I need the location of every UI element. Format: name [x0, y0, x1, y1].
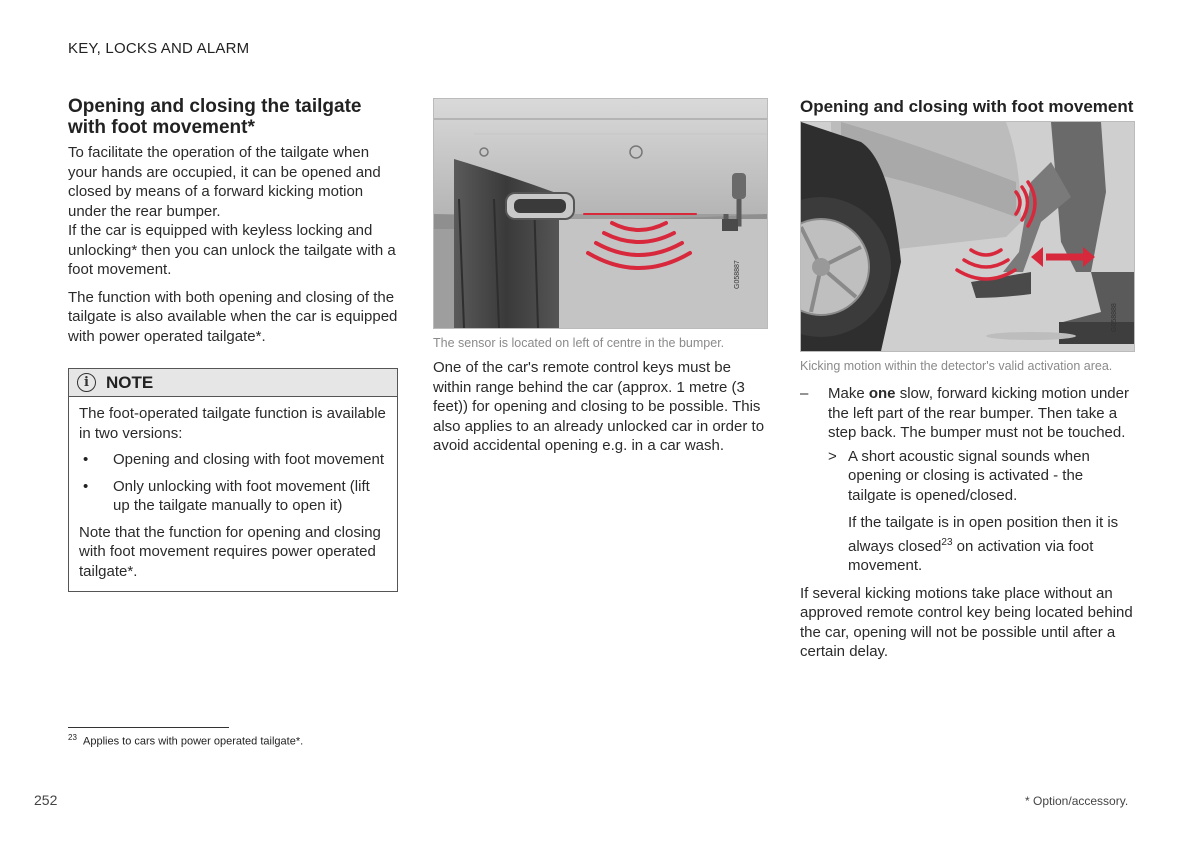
list-item: [79, 450, 387, 470]
bullet-icon: •: [83, 477, 89, 495]
footnote: [68, 733, 303, 748]
figure-code: G058887: [734, 260, 741, 289]
result-item: [828, 447, 1135, 506]
list-item: [79, 477, 387, 516]
bullet-icon: •: [83, 451, 89, 468]
column-left: [68, 96, 398, 592]
section-title: KEY, LOCKS AND ALARM: [68, 40, 250, 57]
kicking-illustration: [800, 121, 1135, 352]
heading-opening-closing: Opening and closing with foot movement: [800, 97, 1134, 116]
step-text-post: slow, forward kicking motion under the left part of the rear bumper. Then take a step back. The bumper must not be touched.: [828, 385, 1129, 441]
result-note-post: on activation via foot movement.: [848, 537, 1094, 574]
note-body: [69, 397, 397, 591]
heading-foot-movement: Opening and closing the tailgate with foot movement*: [68, 96, 362, 138]
list-item-text: Opening and closing with foot movement: [113, 451, 384, 468]
column-right: [800, 96, 1135, 662]
power-tailgate-paragraph: The function with both opening and closing of the tailgate is also available when the car is equipped with power operated tailgate*.: [68, 288, 398, 345]
figure-caption: The sensor is located on left of centre in the bumper.: [433, 336, 725, 350]
dash-icon: –: [800, 385, 809, 402]
note-header: [69, 369, 397, 397]
result-text: A short acoustic signal sounds when opening or closing is activated - the tailgate is opened/closed.: [848, 447, 1090, 504]
footnote-text: Applies to cars with power operated tailgate*.: [83, 735, 304, 748]
step-text: [828, 384, 1135, 443]
step-text-bold: one: [868, 385, 896, 402]
sensor-illustration: [433, 98, 768, 329]
step-text-pre: Make: [828, 385, 869, 402]
note-text-1: The foot-operated tailgate function is available in two versions:: [79, 405, 386, 442]
note-text-2: Note that the function for opening and closing with foot movement requires power operated tailgate*.: [79, 523, 381, 580]
figure-code: G058888: [1111, 303, 1118, 332]
result-note: [848, 513, 1135, 576]
sensor-signal-icon: [434, 99, 767, 328]
page-number: 252: [34, 792, 58, 808]
footnote-number: 23: [68, 733, 77, 742]
info-icon: i: [77, 373, 96, 392]
option-note: * Option/accessory.: [1025, 794, 1129, 808]
instruction-step: [800, 384, 1135, 443]
list-item-text: Only unlocking with foot movement (lift up the tailgate manually to open it): [113, 477, 370, 514]
step-results: [828, 447, 1135, 576]
result-arrow-icon: >: [828, 447, 837, 465]
remote-key-paragraph: One of the car's remote control keys must be within range behind the car (approx. 1 metre (3 feet)) for opening and closing to be possible. This also applies to an already unlocked car in order to avoid accidental opening e.g. in a car wash.: [433, 359, 765, 454]
result-note-pre: If the tailgate is in open position then it is always closed: [848, 514, 1119, 555]
note-box: [68, 368, 398, 592]
column-middle: [433, 98, 768, 456]
intro-paragraph: To facilitate the operation of the tailgate when your hands are occupied, it can be opened and closed by means of a forward kicking motion under the rear bumper.: [68, 144, 381, 220]
footnote-ref: 23: [941, 536, 953, 548]
keyless-paragraph: If the car is equipped with keyless locking and unlocking* then you can unlock the tailgate with a foot movement.: [68, 222, 396, 278]
sensor-signal-icon: [801, 122, 1134, 351]
delay-paragraph: If several kicking motions take place without an approved remote control key being located behind the car, opening will not be possible until after a certain delay.: [800, 584, 1133, 660]
footnote-divider: [68, 727, 229, 728]
note-label: NOTE: [106, 372, 154, 392]
figure-caption: Kicking motion within the detector's valid activation area.: [800, 359, 1113, 373]
